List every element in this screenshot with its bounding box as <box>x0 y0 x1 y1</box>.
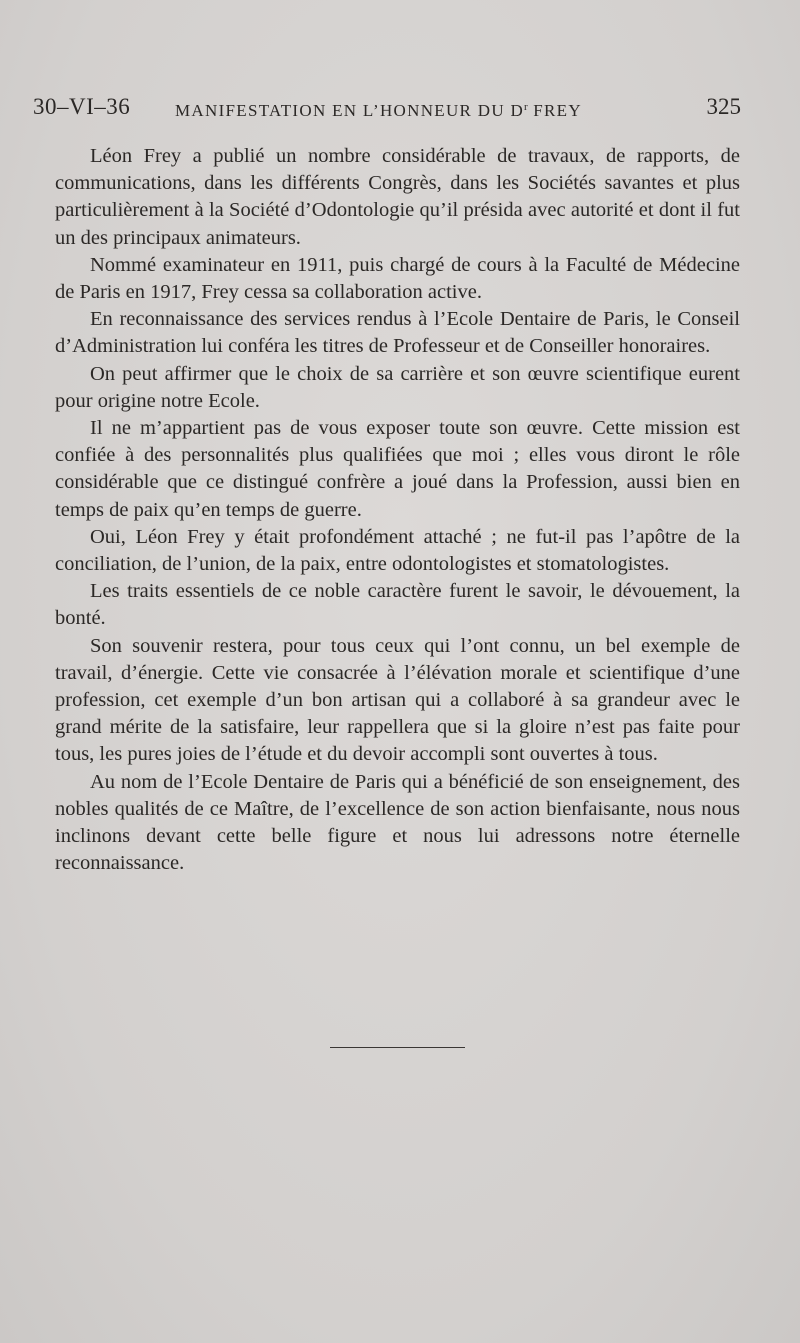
running-title-end: FREY <box>527 101 582 120</box>
running-title-superscript: r <box>524 101 528 113</box>
paragraph: Léon Frey a publié un nombre considérable de travaux, de rapports, de communications, dans les différents Congrès, dans les Sociétés savantes et plus particulièrement à la Société d’Odontologie qu’il présida avec autorité et dont il fut un des principaux animateurs. <box>55 145 740 249</box>
paragraph: En reconnaissance des services rendus à l’Ecole Dentaire de Paris, le Conseil d’Administration lui conféra les titres de Professeur et de Conseiller honoraires. <box>55 308 740 358</box>
page-number: 325 <box>706 94 741 119</box>
paragraph: Oui, Léon Frey y était profondément attaché ; ne fut-il pas l’apôtre de la conciliation, de l’union, de la paix, entre odontologistes et stomatologistes. <box>55 525 740 576</box>
running-head <box>33 92 741 122</box>
paragraph: On peut affirmer que le choix de sa carrière et son œuvre scientifique eurent pour origine notre Ecole. <box>55 362 740 412</box>
paragraph: Nommé examinateur en 1911, puis chargé de cours à la Faculté de Médecine de Paris en 1917, Frey cessa sa collaboration active. <box>55 253 740 304</box>
session-date: 30–VI–36 <box>33 94 131 119</box>
running-title <box>175 92 582 126</box>
paragraph: Il ne m’appartient pas de vous exposer toute son œuvre. Cette mission est confiée à des personnalités plus qualifiées que moi ; elles vous diront le rôle considérable que ce distingué confrère a joué dans la Profession, aussi bien en temps de paix qu’en temps de guerre. <box>55 417 740 521</box>
body-text <box>55 143 740 877</box>
paragraph: Les traits essentiels de ce noble caractère furent le savoir, le dévouement, la bonté. <box>55 580 740 630</box>
paragraph: Son souvenir restera, pour tous ceux qui l’ont connu, un bel exemple de travail, d’énergie. Cette vie consacrée à l’élévation morale et scientifique d’une profession, cet exemple d’un bon artisan qui a collaboré à sa grandeur avec le grand mérite de la satisfaire, leur rappellera que si la gloire n’est pas faite pour tous, les pures joies de l’étude et du devoir accompli sont ouvertes à tous. <box>55 634 740 766</box>
end-rule-divider <box>330 1047 465 1048</box>
running-title-main: MANIFESTATION EN L’HONNEUR DU D <box>175 101 525 120</box>
paragraph: Au nom de l’Ecole Dentaire de Paris qui a bénéficié de son enseignement, des nobles qualités de ce Maître, de l’excellence de son action bienfaisante, nous nous inclinons devant cette belle figure et nous lui adressons notre éternelle reconnaissance. <box>55 770 740 875</box>
